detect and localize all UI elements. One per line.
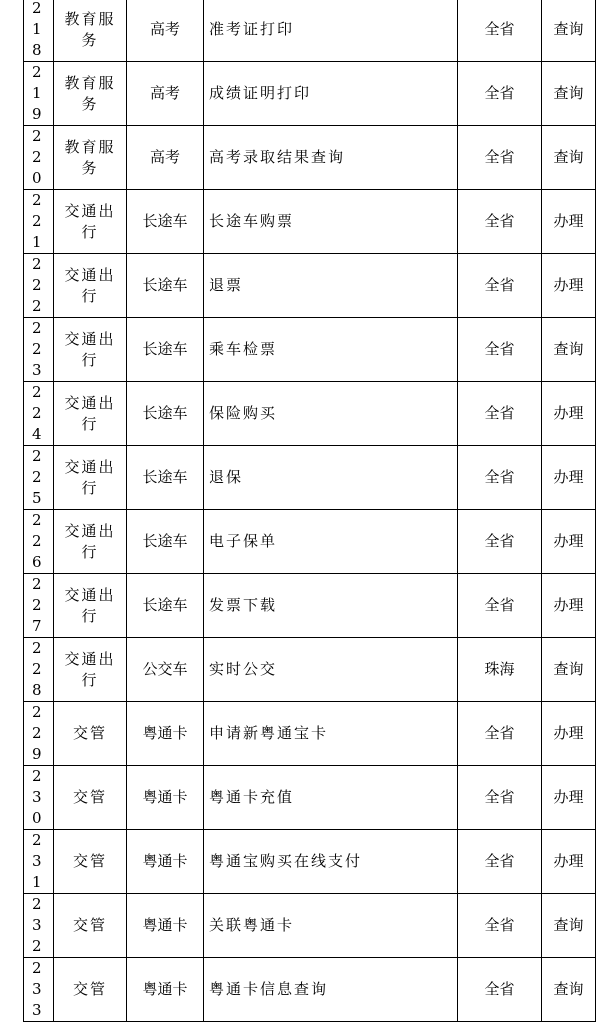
service-item: 粤通卡充值 [204,766,458,830]
row-number: 225 [24,446,54,510]
service-subcategory: 长途车 [127,574,204,638]
row-number: 220 [24,126,54,190]
table-row [24,830,596,894]
service-subcategory: 粤通卡 [127,830,204,894]
service-item: 发票下载 [204,574,458,638]
row-number: 218 [24,0,54,62]
service-area: 全省 [458,0,542,62]
table-row [24,0,596,62]
service-category: 教育服务 [54,0,127,62]
service-area: 全省 [458,62,542,126]
service-subcategory: 长途车 [127,254,204,318]
service-type: 查询 [542,126,596,190]
service-item: 实时公交 [204,638,458,702]
service-area: 全省 [458,830,542,894]
row-number: 228 [24,638,54,702]
service-category: 交通出行 [54,510,127,574]
service-type: 查询 [542,958,596,1022]
service-category: 教育服务 [54,62,127,126]
table-row [24,126,596,190]
service-item: 准考证打印 [204,0,458,62]
table-row [24,958,596,1022]
table-row [24,318,596,382]
row-number: 231 [24,830,54,894]
service-item: 长途车购票 [204,190,458,254]
table-row [24,62,596,126]
service-category: 教育服务 [54,126,127,190]
row-number: 224 [24,382,54,446]
service-subcategory: 粤通卡 [127,766,204,830]
service-area: 全省 [458,318,542,382]
service-area: 全省 [458,894,542,958]
service-subcategory: 长途车 [127,510,204,574]
service-area: 全省 [458,382,542,446]
service-type: 办理 [542,382,596,446]
service-table [23,0,596,1022]
service-area: 全省 [458,574,542,638]
service-item: 成绩证明打印 [204,62,458,126]
service-subcategory: 长途车 [127,382,204,446]
service-category: 交通出行 [54,382,127,446]
table-row [24,894,596,958]
service-item: 退保 [204,446,458,510]
service-category: 交通出行 [54,190,127,254]
service-area: 全省 [458,510,542,574]
service-area: 全省 [458,446,542,510]
service-subcategory: 粤通卡 [127,958,204,1022]
table-row [24,766,596,830]
service-subcategory: 长途车 [127,190,204,254]
service-area: 全省 [458,766,542,830]
service-category: 交通出行 [54,638,127,702]
service-subcategory: 高考 [127,126,204,190]
service-type: 办理 [542,766,596,830]
service-type: 查询 [542,894,596,958]
table-row [24,382,596,446]
service-area: 全省 [458,190,542,254]
service-item: 乘车检票 [204,318,458,382]
service-category: 交通出行 [54,446,127,510]
service-type: 查询 [542,318,596,382]
service-subcategory: 高考 [127,0,204,62]
service-subcategory: 粤通卡 [127,894,204,958]
service-area: 全省 [458,126,542,190]
service-type: 办理 [542,510,596,574]
service-item: 高考录取结果查询 [204,126,458,190]
table-row [24,702,596,766]
service-subcategory: 公交车 [127,638,204,702]
service-subcategory: 高考 [127,62,204,126]
service-item: 关联粤通卡 [204,894,458,958]
table-row [24,510,596,574]
service-area: 全省 [458,958,542,1022]
table-row [24,638,596,702]
service-area: 全省 [458,254,542,318]
row-number: 226 [24,510,54,574]
row-number: 223 [24,318,54,382]
service-type: 查询 [542,62,596,126]
row-number: 233 [24,958,54,1022]
service-type: 办理 [542,254,596,318]
service-item: 申请新粤通宝卡 [204,702,458,766]
service-subcategory: 粤通卡 [127,702,204,766]
service-subcategory: 长途车 [127,446,204,510]
service-type: 查询 [542,638,596,702]
service-type: 办理 [542,574,596,638]
table-row [24,190,596,254]
service-category: 交管 [54,766,127,830]
service-category: 交管 [54,702,127,766]
service-type: 办理 [542,830,596,894]
service-type: 办理 [542,190,596,254]
service-item: 保险购买 [204,382,458,446]
service-category: 交管 [54,830,127,894]
row-number: 229 [24,702,54,766]
service-category: 交通出行 [54,318,127,382]
service-category: 交管 [54,894,127,958]
service-area: 全省 [458,702,542,766]
table-row [24,254,596,318]
row-number: 221 [24,190,54,254]
service-item: 退票 [204,254,458,318]
service-area: 珠海 [458,638,542,702]
service-category: 交管 [54,958,127,1022]
row-number: 222 [24,254,54,318]
row-number: 227 [24,574,54,638]
service-category: 交通出行 [54,254,127,318]
service-item: 粤通宝购买在线支付 [204,830,458,894]
service-type: 办理 [542,446,596,510]
row-number: 232 [24,894,54,958]
table-row [24,446,596,510]
service-type: 办理 [542,702,596,766]
service-type: 查询 [542,0,596,62]
row-number: 219 [24,62,54,126]
row-number: 230 [24,766,54,830]
service-subcategory: 长途车 [127,318,204,382]
table-row [24,574,596,638]
service-item: 粤通卡信息查询 [204,958,458,1022]
service-category: 交通出行 [54,574,127,638]
service-item: 电子保单 [204,510,458,574]
